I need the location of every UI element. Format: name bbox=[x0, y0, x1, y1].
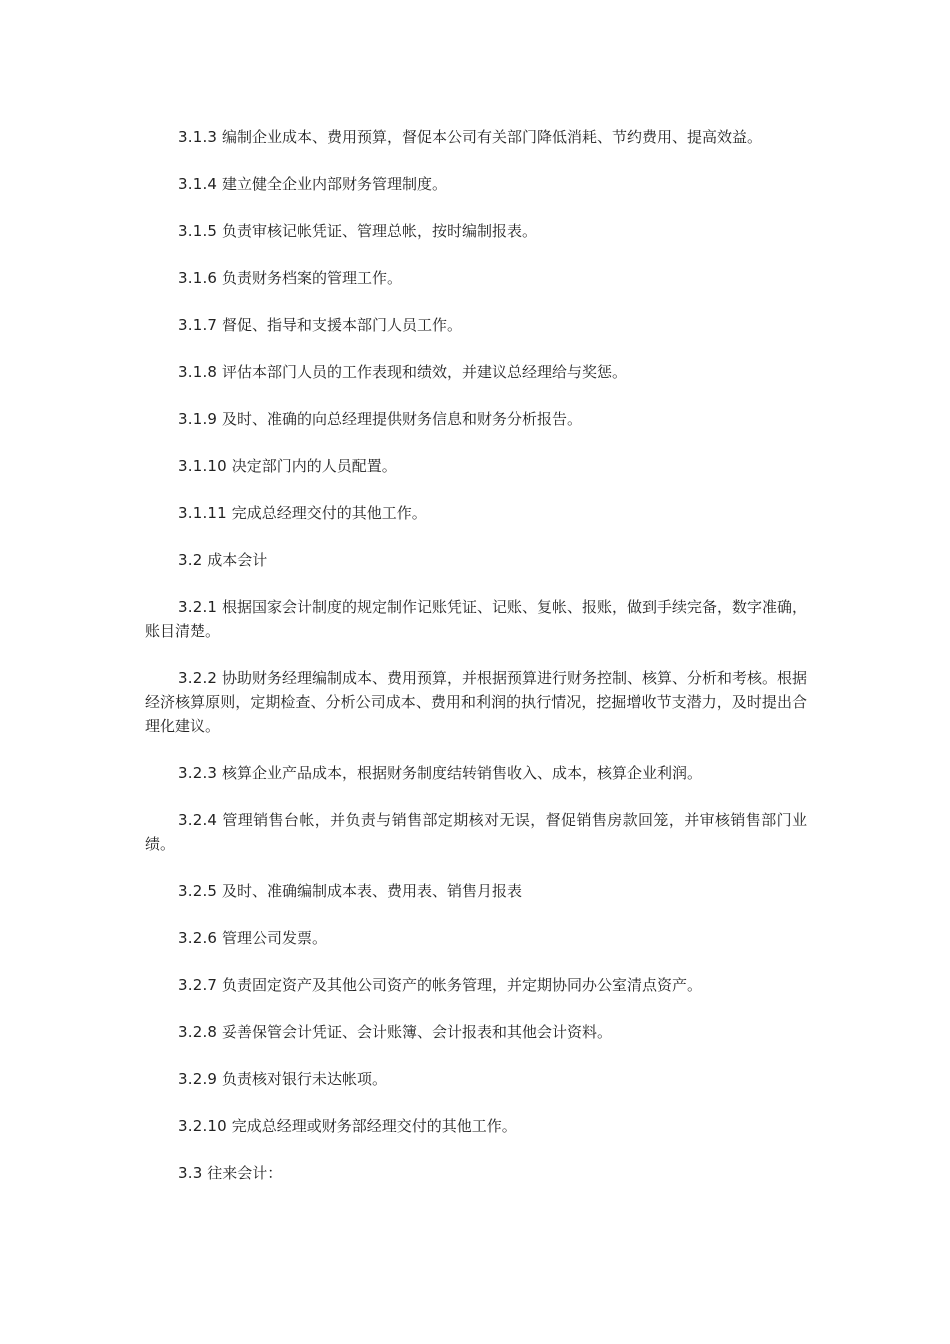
paragraph-text: 督促、指导和支援本部门人员工作。 bbox=[221, 316, 462, 334]
paragraph bbox=[145, 501, 807, 525]
paragraph-text: 负责核对银行未达帐项。 bbox=[221, 1070, 387, 1088]
section-number: 3.1.11 bbox=[178, 504, 227, 522]
paragraph-text: 成本会计 bbox=[207, 551, 268, 569]
paragraph bbox=[145, 266, 807, 290]
section-number: 3.1.8 bbox=[178, 363, 218, 381]
section-number: 3.1.3 bbox=[178, 128, 218, 146]
section-number: 3.1.6 bbox=[178, 269, 218, 287]
paragraph bbox=[145, 1020, 807, 1044]
paragraph-text: 建立健全企业内部财务管理制度。 bbox=[221, 175, 447, 193]
paragraph bbox=[145, 666, 807, 738]
section-number: 3.2.4 bbox=[178, 811, 218, 829]
paragraph bbox=[145, 125, 807, 149]
paragraph-text: 往来会计： bbox=[207, 1164, 283, 1182]
paragraph-text: 编制企业成本、费用预算，督促本公司有关部门降低消耗、节约费用、提高效益。 bbox=[221, 128, 762, 146]
paragraph bbox=[145, 879, 807, 903]
paragraph bbox=[145, 454, 807, 478]
paragraph-text: 决定部门内的人员配置。 bbox=[231, 457, 397, 475]
paragraph bbox=[145, 926, 807, 950]
paragraph bbox=[145, 973, 807, 997]
paragraph-text: 管理销售台帐，并负责与销售部定期核对无误，督促销售房款回笼，并审核销售部门业绩。 bbox=[145, 811, 807, 853]
paragraph-text: 负责审核记帐凭证、管理总帐，按时编制报表。 bbox=[221, 222, 537, 240]
paragraph bbox=[145, 313, 807, 337]
paragraph bbox=[145, 595, 807, 643]
paragraph-text: 及时、准确的向总经理提供财务信息和财务分析报告。 bbox=[221, 410, 582, 428]
paragraph bbox=[145, 548, 807, 572]
paragraph bbox=[145, 360, 807, 384]
section-number: 3.2.9 bbox=[178, 1070, 218, 1088]
paragraph bbox=[145, 1161, 807, 1185]
section-number: 3.2.6 bbox=[178, 929, 218, 947]
paragraph-text: 负责财务档案的管理工作。 bbox=[221, 269, 402, 287]
section-number: 3.1.9 bbox=[178, 410, 218, 428]
paragraph bbox=[145, 172, 807, 196]
paragraph bbox=[145, 1114, 807, 1138]
paragraph-text: 完成总经理交付的其他工作。 bbox=[231, 504, 427, 522]
section-number: 3.2.5 bbox=[178, 882, 218, 900]
paragraph bbox=[145, 219, 807, 243]
section-number: 3.1.4 bbox=[178, 175, 218, 193]
section-number: 3.2.3 bbox=[178, 764, 218, 782]
paragraph-text: 妥善保管会计凭证、会计账簿、会计报表和其他会计资料。 bbox=[221, 1023, 612, 1041]
paragraph-text: 评估本部门人员的工作表现和绩效，并建议总经理给与奖惩。 bbox=[221, 363, 627, 381]
section-number: 3.2.1 bbox=[178, 598, 218, 616]
paragraph-text: 核算企业产品成本，根据财务制度结转销售收入、成本，核算企业利润。 bbox=[221, 764, 702, 782]
section-number: 3.3 bbox=[178, 1164, 203, 1182]
section-number: 3.2.10 bbox=[178, 1117, 227, 1135]
section-number: 3.2.7 bbox=[178, 976, 218, 994]
paragraph bbox=[145, 761, 807, 785]
paragraph-text: 根据国家会计制度的规定制作记账凭证、记账、复帐、报账，做到手续完备，数字准确，账目清楚。 bbox=[145, 598, 807, 640]
section-number: 3.1.7 bbox=[178, 316, 218, 334]
paragraph-text: 管理公司发票。 bbox=[221, 929, 327, 947]
section-number: 3.2 bbox=[178, 551, 203, 569]
paragraph bbox=[145, 407, 807, 431]
section-number: 3.2.2 bbox=[178, 669, 218, 687]
section-number: 3.1.5 bbox=[178, 222, 218, 240]
paragraph bbox=[145, 808, 807, 856]
section-number: 3.2.8 bbox=[178, 1023, 218, 1041]
paragraph-text: 协助财务经理编制成本、费用预算，并根据预算进行财务控制、核算、分析和考核。根据经济核算原则，定期检查、分析公司成本、费用和利润的执行情况，挖掘增收节支潜力，及时提出合理化建议。 bbox=[145, 669, 807, 735]
paragraph bbox=[145, 1067, 807, 1091]
section-number: 3.1.10 bbox=[178, 457, 227, 475]
document-body bbox=[145, 125, 807, 1208]
paragraph-text: 完成总经理或财务部经理交付的其他工作。 bbox=[231, 1117, 517, 1135]
paragraph-text: 负责固定资产及其他公司资产的帐务管理，并定期协同办公室清点资产。 bbox=[221, 976, 702, 994]
paragraph-text: 及时、准确编制成本表、费用表、销售月报表 bbox=[221, 882, 522, 900]
